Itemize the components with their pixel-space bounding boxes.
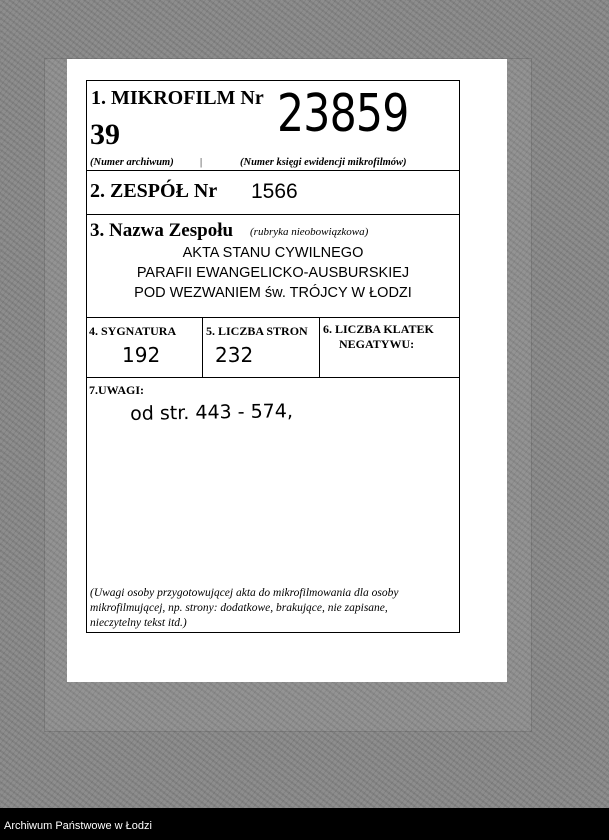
page-count-value: 232 xyxy=(215,343,254,367)
remarks-value: od str. 443 - 574, xyxy=(130,400,294,425)
archive-number: 39 xyxy=(90,118,120,151)
microfilm-label: 1. MIKROFILM Nr xyxy=(91,87,264,109)
fond-name-hint: (rubryka nieobowiązkowa) xyxy=(250,226,369,238)
column-divider xyxy=(319,317,320,377)
signature-label: 4. SYGNATURA xyxy=(89,324,177,338)
signature-value: 192 xyxy=(122,343,161,367)
fond-number: 1566 xyxy=(251,180,298,203)
page-count-label: 5. LICZBA STRON xyxy=(206,324,308,338)
fond-name-label: 3. Nazwa Zespołu xyxy=(90,220,234,241)
negative-frames-label-2: NEGATYWU: xyxy=(339,337,415,351)
column-divider xyxy=(202,317,203,377)
remarks-note-line: (Uwagi osoby przygotowującej akta do mikrofilmowania dla osoby xyxy=(90,587,399,599)
ledger-number-hint: (Numer księgi ewidencji mikrofilmów) xyxy=(240,157,407,168)
section-divider xyxy=(86,317,460,318)
fond-number-label: 2. ZESPÓŁ Nr xyxy=(90,180,218,202)
fond-name-line: POD WEZWANIEM św. TRÓJCY W ŁODZI xyxy=(134,285,412,301)
remarks-label: 7.UWAGI: xyxy=(89,383,145,397)
field-separator: | xyxy=(200,157,203,168)
section-divider xyxy=(86,170,460,171)
section-divider xyxy=(86,214,460,215)
remarks-note-line: mikrofilmującej, np. strony: dodatkowe, brakujące, nie zapisane, xyxy=(90,602,388,614)
fond-name-line: AKTA STANU CYWILNEGO xyxy=(182,245,364,261)
remarks-note-line: nieczytelny tekst itd.) xyxy=(90,617,187,629)
section-divider xyxy=(86,377,460,378)
negative-frames-label: 6. LICZBA KLATEK xyxy=(323,322,434,336)
archive-number-hint: (Numer archiwum) xyxy=(90,157,174,168)
microfilm-number: 23859 xyxy=(277,84,409,144)
archive-credit: Archiwum Państwowe w Łodzi xyxy=(4,820,152,832)
fond-name-line: PARAFII EWANGELICKO-AUSBURSKIEJ xyxy=(136,265,410,281)
